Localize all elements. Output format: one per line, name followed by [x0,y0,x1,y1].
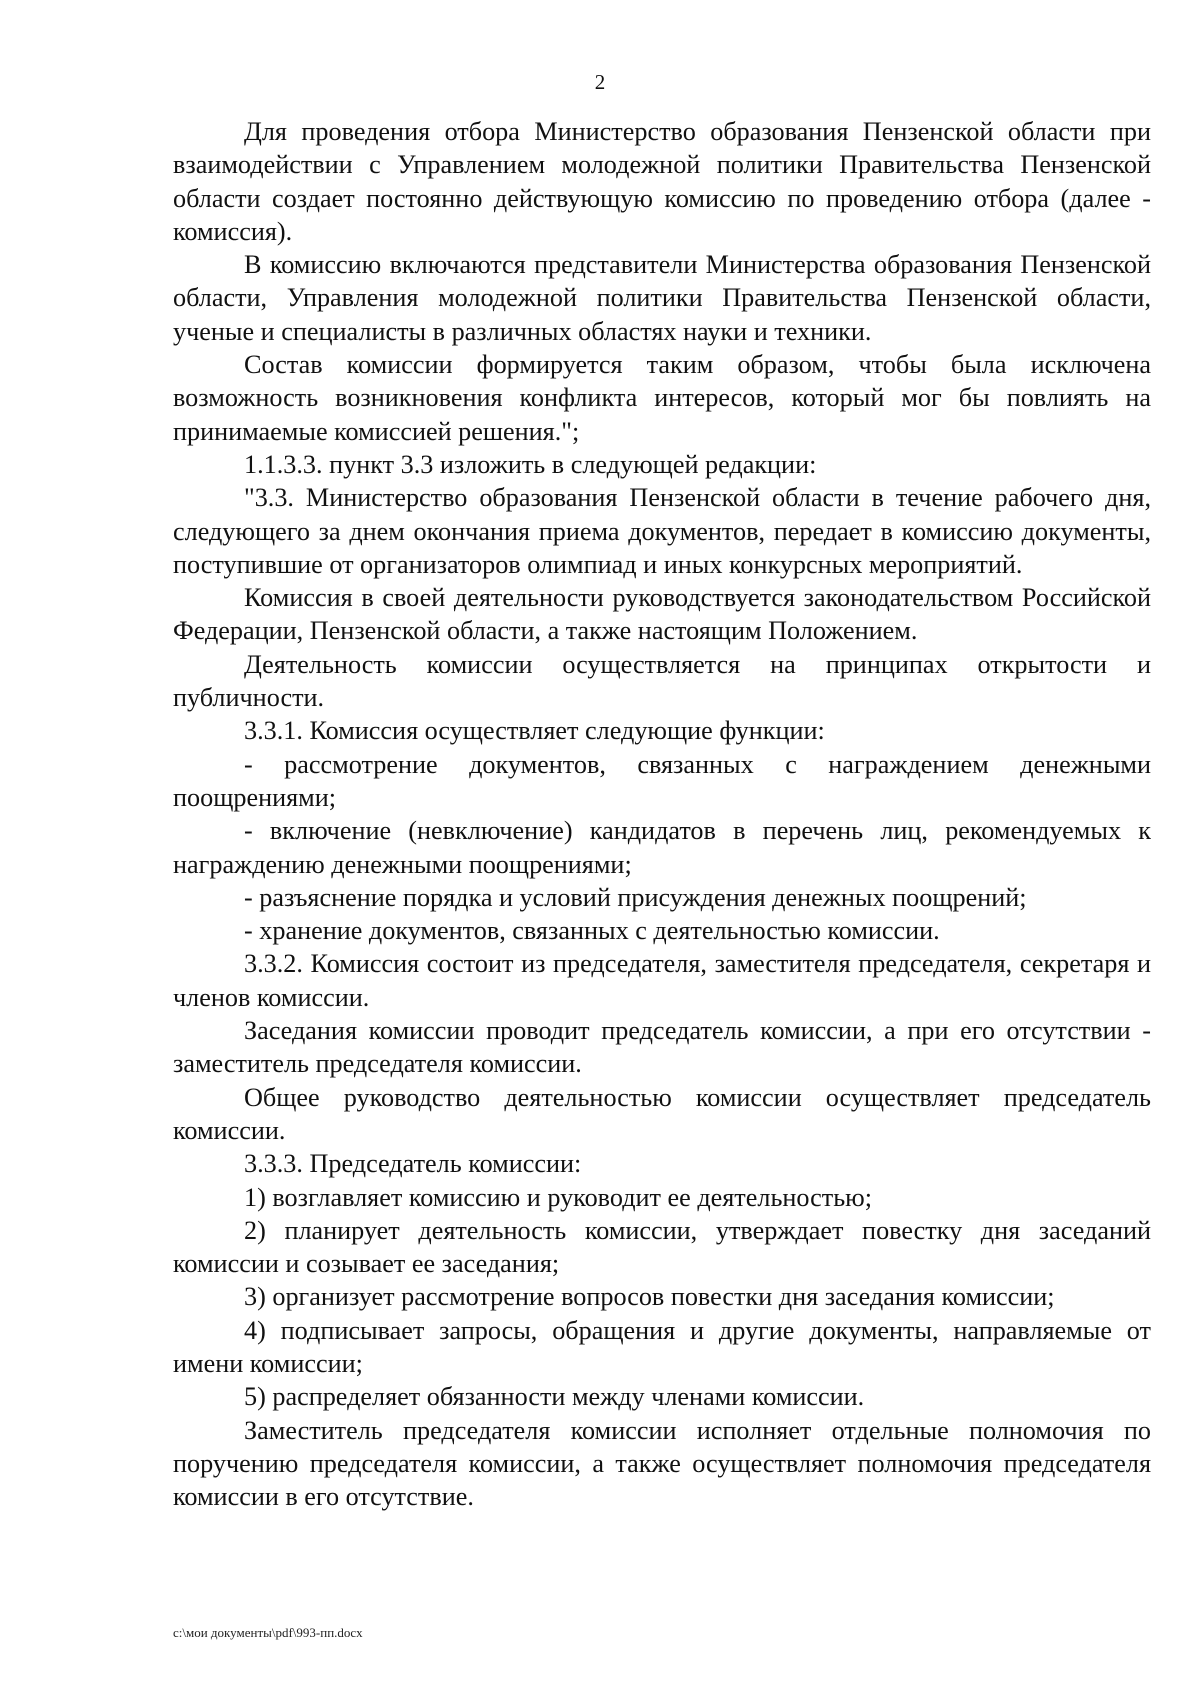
paragraph: Заседания комиссии проводит председатель комиссии, а при его отсутствии - заместитель председателя комиссии. [173,1016,1151,1079]
paragraph: 1.1.3.3. пункт 3.3 изложить в следующей редакции: [244,449,817,479]
list-item: - разъяснение порядка и условий присуждения денежных поощрений; [244,882,1027,912]
paragraph: "3.3. Министерство образования Пензенской области в течение рабочего дня, следующего за днем окончания приема документов, передает в комиссию документы, поступившие от организаторов олимпиад и иных конкурсных мероприятий. [173,483,1151,579]
list-item: 4) подписывает запросы, обращения и другие документы, направляемые от имени комиссии; [173,1315,1151,1378]
paragraph: Общее руководство деятельностью комиссии осуществляет председатель комиссии. [173,1082,1151,1145]
paragraph: Для проведения отбора Министерство образования Пензенской области при взаимодействии с Управлением молодежной политики Правительства Пензенской области создает постоянно действующую комиссию по проведению отбора (далее - комиссия). [173,117,1151,246]
list-item: - включение (невключение) кандидатов в перечень лиц, рекомендуемых к награждению денежными поощрениями; [173,816,1151,879]
document-body [173,115,1151,1513]
list-item: 1) возглавляет комиссию и руководит ее деятельностью; [244,1182,872,1212]
file-path-footer: c:\мои документы\pdf\993-пп.docx [173,1625,363,1640]
paragraph: 3.3.2. Комиссия состоит из председателя, заместителя председателя, секретаря и членов комиссии. [173,949,1151,1012]
list-item: - рассмотрение документов, связанных с награждением денежными поощрениями; [173,749,1151,812]
list-item: 5) распределяет обязанности между членами комиссии. [244,1382,865,1412]
paragraph: Состав комиссии формируется таким образом, чтобы была исключена возможность возникновения конфликта интересов, который мог бы повлиять на принимаемые комиссией решения."; [173,350,1151,446]
paragraph: Комиссия в своей деятельности руководствуется законодательством Российской Федерации, Пензенской области, а также настоящим Положением. [173,583,1151,646]
list-item: 2) планирует деятельность комиссии, утверждает повестку дня заседаний комиссии и созывает ее заседания; [173,1215,1151,1279]
list-item: - хранение документов, связанных с деятельностью комиссии. [244,916,940,946]
paragraph: В комиссию включаются представители Министерства образования Пензенской области, Управления молодежной политики Правительства Пензенской области, ученые и специалисты в различных областях науки и техники. [173,250,1151,346]
paragraph: Заместитель председателя комиссии исполняет отдельные полномочия по поручению председателя комиссии, а также осуществляет полномочия председателя комиссии в его отсутствие. [173,1415,1151,1512]
list-item: 3) организует рассмотрение вопросов повестки дня заседания комиссии; [244,1282,1055,1312]
paragraph: Деятельность комиссии осуществляется на принципах открытости и публичности. [173,649,1151,713]
paragraph: 3.3.3. Председатель комиссии: [244,1149,582,1179]
page-number: 2 [594,70,606,94]
paragraph: 3.3.1. Комиссия осуществляет следующие функции: [244,716,825,746]
